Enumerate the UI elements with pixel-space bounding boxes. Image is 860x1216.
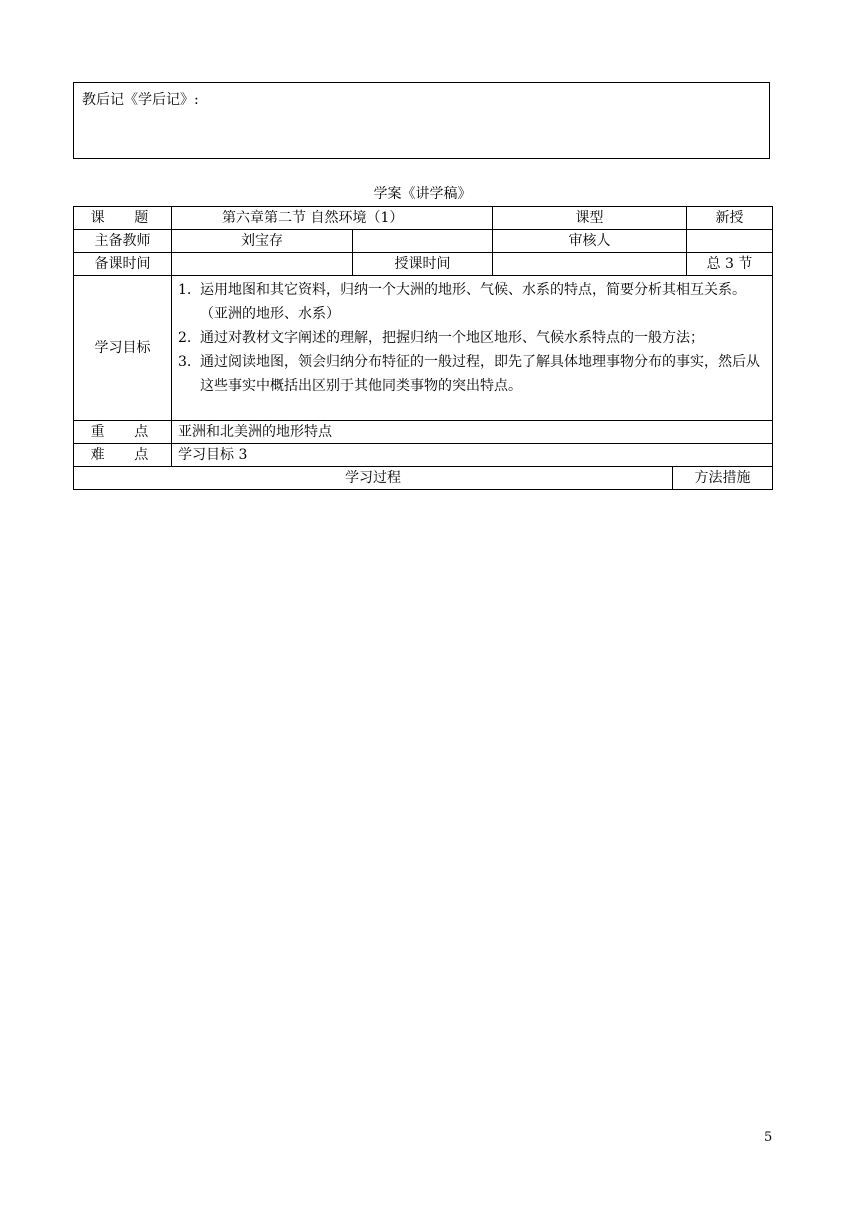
lesson-type-label: 课型	[493, 207, 687, 230]
focus-value: 亚洲和北美洲的地形特点	[172, 421, 773, 444]
table-row	[74, 467, 773, 490]
goals-label: 学习目标	[74, 276, 172, 421]
list-item: 1. 运用地图和其它资料，归纳一个大洲的地形、气候、水系的特点，简要分析其相互关系。（亚洲的地形、水系）	[178, 282, 746, 322]
prep-time-label: 备课时间	[74, 253, 172, 276]
lesson-type-value: 新授	[687, 207, 773, 230]
table-row	[74, 253, 773, 276]
topic-label: 课 题	[74, 207, 172, 230]
total-lessons: 总 3 节	[687, 253, 773, 276]
focus-label: 重 点	[74, 421, 172, 444]
table-row	[74, 421, 773, 444]
page-number: 5	[764, 1130, 773, 1145]
list-item: 3. 通过阅读地图，领会归纳分布特征的一般过程，即先了解具体地理事物分布的事实，然后从这些事实中概括出区别于其他同类事物的突出特点。	[178, 354, 760, 394]
reviewer-label: 审核人	[493, 230, 687, 253]
list-item: 2. 通过对教材文字阐述的理解，把握归纳一个地区地形、气候水系特点的一般方法；	[178, 330, 704, 346]
table-row	[74, 207, 773, 230]
lead-teacher-value: 刘宝存	[172, 230, 353, 253]
reviewer-value	[687, 230, 773, 253]
table-row	[74, 444, 773, 467]
goals-list	[178, 278, 764, 398]
learning-process-label: 学习过程	[74, 467, 673, 490]
lesson-plan-table	[73, 206, 773, 490]
lead-teacher-label: 主备教师	[74, 230, 172, 253]
teach-time-label: 授课时间	[353, 253, 493, 276]
goals-content	[172, 276, 773, 421]
difficulty-value: 学习目标 3	[172, 444, 773, 467]
difficulty-label: 难 点	[74, 444, 172, 467]
table-row	[74, 276, 773, 421]
topic-value: 第六章第二节 自然环境（1）	[172, 207, 493, 230]
notes-label: 教后记《学后记》:	[82, 92, 199, 108]
post-lesson-notes-box	[73, 82, 770, 159]
teach-time-value	[493, 253, 687, 276]
plan-title: 学案《讲学稿》	[373, 186, 472, 202]
methods-label: 方法措施	[673, 467, 773, 490]
empty-cell	[353, 230, 493, 253]
prep-time-value	[172, 253, 353, 276]
table-row	[74, 230, 773, 253]
